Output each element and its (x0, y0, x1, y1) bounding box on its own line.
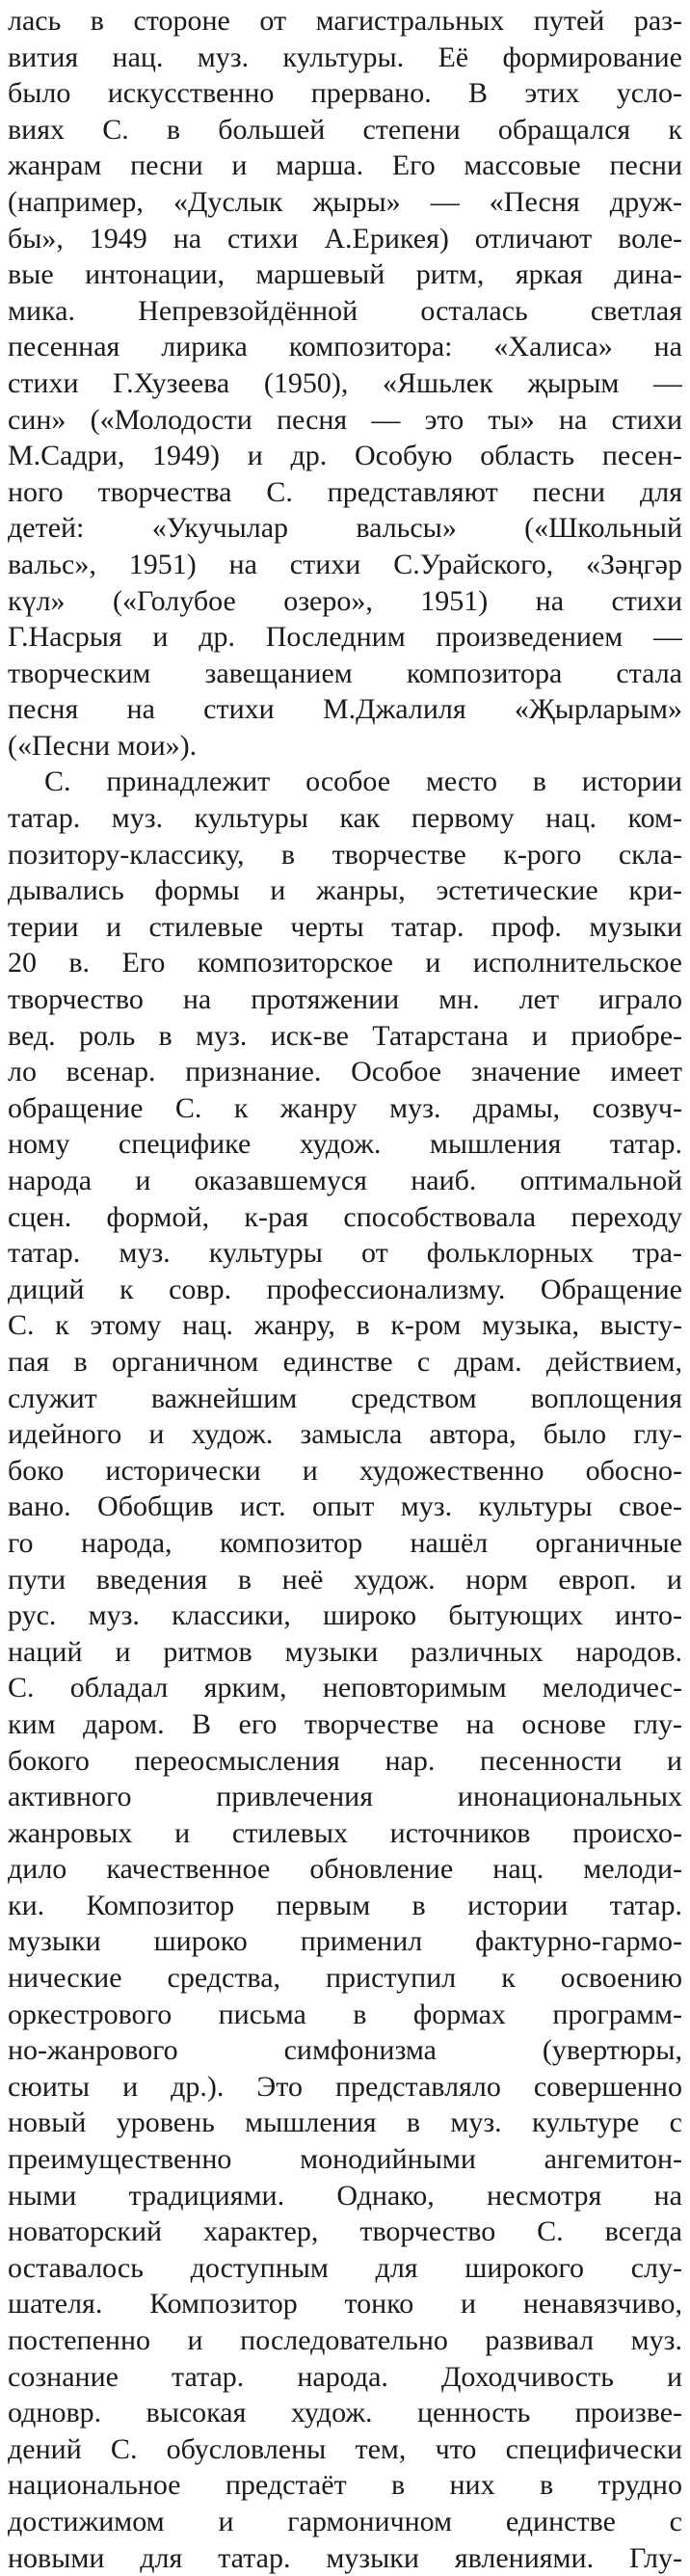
text-line: рус. муз. классики, широко бытующих инто- (8, 1599, 682, 1632)
text-line: виях С. в большей степени обращался к (8, 113, 682, 146)
text-line: вальс», 1951) на стихи С.Урайского, «Зәңгәр (8, 548, 682, 580)
text-line: вед. роль в муз. иск-ве Татарстана и приобре- (8, 1019, 682, 1052)
text-line: ного творчества С. представляют песни для (8, 475, 682, 508)
text-line: вано. Обобщив ист. опыт муз. культуры свое- (8, 1490, 682, 1523)
text-line: сюиты и др.). Это представляло совершенно (8, 2070, 682, 2103)
text-line: мика. Непревзойдённой осталась светлая (8, 294, 682, 327)
text-line: оркестрового письма в формах программ- (8, 1998, 682, 2030)
text-line: ки. Композитор первым в истории татар. (8, 1889, 682, 1921)
text-line: татар. муз. культуры как первому нац. ком- (8, 802, 682, 835)
text-line: нические средства, приступил к освоению (8, 1962, 682, 1995)
text-line: песенная лирика композитора: «Халиса» на (8, 331, 682, 363)
text-line: (например, «Дуслык җыры» — «Песня друж- (8, 185, 682, 218)
text-line: одновр. высокая худож. ценность произве- (8, 2397, 682, 2429)
text-line: но-жанрового симфонизма (увертюры, (8, 2034, 682, 2067)
text-line: шателя. Композитор тонко и ненавязчиво, (8, 2288, 682, 2321)
text-line: оставалось доступным для широкого слу- (8, 2251, 682, 2284)
text-line: сцен. формой, к-рая способствовала переходу (8, 1200, 682, 1233)
text-line: детей: «Укучылар вальсы» («Школьный (8, 512, 682, 545)
text-line: татар. муз. культуры от фольклорных тра- (8, 1237, 682, 1270)
text-line: вития нац. муз. культуры. Её формирование (8, 40, 682, 73)
text-line: новый уровень мышления в муз. культуре с (8, 2106, 682, 2139)
text-line: С. обладал ярким, неповторимым мелодичес- (8, 1672, 682, 1704)
text-line: преимущественно монодийными ангемитон- (8, 2143, 682, 2176)
text-line: диций к совр. профессионализму. Обращение (8, 1273, 682, 1305)
text-line: М.Садри, 1949) и др. Особую область песен- (8, 440, 682, 472)
text-line: дило качественное обновление нац. мелоди- (8, 1853, 682, 1886)
text-line: Г.Насрыя и др. Последним произведением — (8, 621, 682, 654)
text-line: пути введения в неё худож. норм европ. и (8, 1563, 682, 1596)
text-line: национальное предстаёт в них в трудно (8, 2469, 682, 2502)
paragraph-end-line: («Песни мои»). (8, 729, 198, 762)
text-line: бокого переосмысления нар. песенности и (8, 1744, 682, 1777)
text-line: бы», 1949 на стихи А.Ерикея) отличают воле- (8, 222, 682, 255)
text-line: новаторский характер, творчество С. всегда (8, 2215, 682, 2248)
text-line: дений С. обусловлены тем, что специфически (8, 2432, 682, 2465)
text-line: ло всенар. признание. Особое значение имеет (8, 1056, 682, 1088)
text-line: күл» («Голубое озеро», 1951) на стихи (8, 584, 682, 617)
text-line: музыки широко применил фактурно-гармо- (8, 1925, 682, 1958)
text-line: боко исторически и художественно обосно- (8, 1454, 682, 1487)
text-line: достижимом и гармоничном единстве с (8, 2505, 682, 2537)
text-line: новыми для татар. музыки явлениями. Глу- (8, 2541, 682, 2574)
text-line: го народа, композитор нашёл органичные (8, 1526, 682, 1559)
text-line: ному специфике худож. мышления татар. (8, 1128, 682, 1161)
text-line: сознание татар. народа. Доходчивость и (8, 2360, 682, 2393)
text-line: ким даром. В его творчестве на основе глу- (8, 1707, 682, 1740)
text-line: жанровых и стилевых источников происхо- (8, 1816, 682, 1849)
text-line: постепенно и последовательно развивал муз. (8, 2324, 682, 2356)
text-line: стихи Г.Хузеева (1950), «Яшьлек җырым — (8, 366, 682, 399)
text-line: жанрам песни и марша. Его массовые песни (8, 149, 682, 182)
text-line: наций и ритмов музыки различных народов. (8, 1635, 682, 1668)
text-line: активного привлечения инонациональных (8, 1781, 682, 1813)
text-line: дывались формы и жанры, эстетические кри- (8, 874, 682, 907)
text-line: служит важнейшим средством воплощения (8, 1382, 682, 1414)
text-line: творческим завещанием композитора стала (8, 657, 682, 689)
text-line: обращение С. к жанру муз. драмы, созвуч- (8, 1091, 682, 1124)
text-line: творчество на протяжении мн. лет играло (8, 983, 682, 1016)
text-line: пая в органичном единстве с драм. действием, (8, 1345, 682, 1378)
text-line: С. к этому нац. жанру, в к-ром музыка, высту- (8, 1309, 682, 1342)
text-line: народа и оказавшемуся наиб. оптимальной (8, 1165, 682, 1196)
paragraph-start-line: С. принадлежит особое место в истории (44, 765, 682, 798)
text-line: вые интонации, маршевый ритм, яркая дина- (8, 258, 682, 291)
text-line: было искусственно прервано. В этих усло- (8, 77, 682, 110)
text-line: ными традициями. Однако, несмотря на (8, 2179, 682, 2212)
text-line: песня на стихи М.Джалиля «Җырларым» (8, 693, 682, 726)
text-line: син» («Молодости песня — это ты» на стихи (8, 403, 682, 436)
article-text (8, 3, 682, 2576)
text-line: терии и стилевые черты татар. проф. музыки (8, 910, 682, 943)
text-line: позитору-классику, в творчестве к-рого скла- (8, 838, 682, 871)
text-line: 20 в. Его композиторское и исполнительское (8, 947, 682, 979)
text-line: идейного и худож. замысла автора, было глу- (8, 1418, 682, 1451)
text-line: лась в стороне от магистральных путей раз- (8, 5, 682, 37)
